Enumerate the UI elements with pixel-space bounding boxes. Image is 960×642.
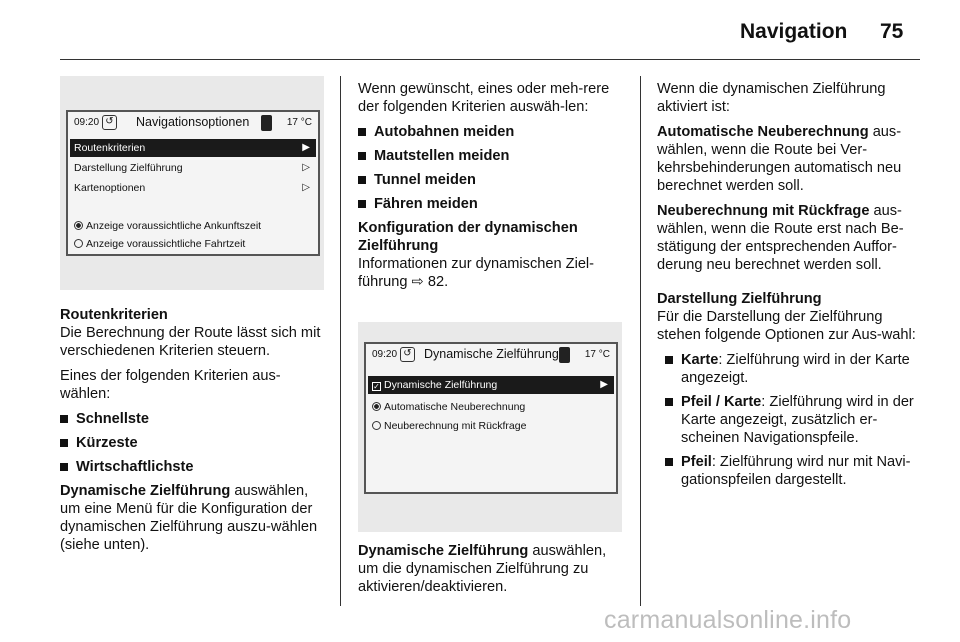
bold-term: Dynamische Zielführung bbox=[60, 483, 231, 499]
back-icon: ↺ bbox=[102, 115, 117, 130]
menu-item-darstellung[interactable] bbox=[70, 159, 316, 177]
screen-time: 09:20 bbox=[74, 117, 100, 128]
thermometer-icon bbox=[261, 115, 272, 131]
text-run: : Zielführung wird in der Karte angezeigt. bbox=[681, 352, 910, 386]
screen-display bbox=[364, 342, 618, 494]
paragraph: Eines der folgenden Kriterien aus-wählen: bbox=[60, 368, 281, 402]
bold-term: Dynamische Zielführung bbox=[358, 543, 529, 559]
checkbox-checked-icon: ✓ bbox=[373, 382, 380, 391]
radio-option-ankunftszeit[interactable] bbox=[74, 218, 261, 234]
menu-item-routenkriterien[interactable] bbox=[70, 139, 316, 157]
column-2-bottom bbox=[358, 542, 628, 603]
radio-checked-icon bbox=[74, 221, 83, 230]
back-icon: ↺ bbox=[400, 347, 415, 362]
screen-title: Dynamische Zielführung bbox=[424, 347, 559, 361]
bullet-item: Tunnel meiden bbox=[358, 171, 628, 189]
figure-navigationsoptionen bbox=[60, 76, 324, 290]
radio-option-fahrtzeit[interactable] bbox=[74, 236, 245, 252]
text-run: aus-wählen, wenn die Route bei Ver-kehrsbehinderungen automatisch neu berechnet werden soll. bbox=[657, 124, 902, 194]
page-number: 75 bbox=[880, 20, 904, 43]
screen-status-bar bbox=[366, 344, 616, 366]
thermometer-icon bbox=[559, 347, 570, 363]
bold-term: Neuberechnung mit Rückfrage bbox=[657, 203, 870, 219]
bullet-item bbox=[657, 351, 923, 387]
bold-term: Karte bbox=[681, 352, 719, 368]
screen-temperature: 17 °C bbox=[286, 117, 312, 128]
bullet-item: Wirtschaftlichste bbox=[60, 458, 330, 476]
radio-option-automatische[interactable] bbox=[372, 399, 525, 415]
bullet-item bbox=[657, 453, 923, 489]
checkbox-label: Dynamische Zielführung bbox=[384, 379, 498, 391]
text-run: : Zielführung wird nur mit Navi-gationspfeilen dargestellt. bbox=[681, 454, 911, 488]
screen-display bbox=[66, 110, 320, 256]
paragraph bbox=[60, 482, 330, 554]
bullet-item: Autobahnen meiden bbox=[358, 123, 628, 141]
page-header-title: Navigation bbox=[740, 20, 848, 43]
chevron-right-icon: ▷ bbox=[302, 182, 310, 193]
radio-unchecked-icon bbox=[372, 421, 381, 430]
column-divider-2 bbox=[640, 76, 641, 606]
menu-item-label: Routenkriterien bbox=[74, 142, 146, 154]
column-1 bbox=[60, 306, 330, 561]
radio-label: Anzeige voraussichtliche Fahrtzeit bbox=[86, 238, 246, 250]
bullet-item: Kürzeste bbox=[60, 434, 330, 452]
text-run: : Zielführung wird in der Karte angezeigt, zusätzlich er-scheinen Navigationspfeile. bbox=[681, 394, 914, 446]
bullet-item: Mautstellen meiden bbox=[358, 147, 628, 165]
checkbox-dynamische-zielfuehrung[interactable] bbox=[368, 376, 614, 394]
section-heading: Darstellung Zielführung bbox=[657, 291, 822, 307]
footer-watermark: carmanualsonline.info bbox=[604, 606, 852, 634]
screen-status-bar bbox=[68, 112, 318, 134]
radio-label: Neuberechnung mit Rückfrage bbox=[384, 420, 527, 432]
text-run: auswählen, um eine Menü für die Konfiguration der dynamischen Zielführung auszu-wählen (siehe unten). bbox=[60, 483, 318, 553]
column-3 bbox=[657, 80, 923, 495]
section-heading: Routenkriterien bbox=[60, 307, 168, 323]
chevron-right-icon: ▶ bbox=[600, 379, 608, 390]
paragraph bbox=[657, 202, 923, 274]
text-run: auswählen, um die dynamischen Zielführung zu aktivieren/deaktivieren. bbox=[358, 543, 607, 595]
paragraph: Informationen zur dynamischen Ziel-führung ⇨ 82. bbox=[358, 256, 595, 290]
header-rule bbox=[60, 59, 920, 60]
radio-option-rueckfrage[interactable] bbox=[372, 418, 526, 434]
paragraph bbox=[358, 542, 628, 596]
paragraph: Wenn gewünscht, eines oder meh-rere der folgenden Kriterien auswäh-len: bbox=[358, 81, 610, 115]
figure-dynamische-zielfuehrung bbox=[358, 322, 622, 532]
paragraph: Für die Darstellung der Zielführung stehen folgende Optionen zur Aus-wahl: bbox=[657, 309, 916, 343]
bold-term: Automatische Neuberechnung bbox=[657, 124, 869, 140]
bullet-item: Fähren meiden bbox=[358, 195, 628, 213]
screen-time: 09:20 bbox=[372, 349, 398, 360]
radio-checked-icon bbox=[372, 402, 381, 411]
column-2 bbox=[358, 80, 628, 298]
bold-term: Pfeil / Karte bbox=[681, 394, 762, 410]
menu-item-kartenoptionen[interactable] bbox=[70, 179, 316, 197]
text-run: aus-wählen, wenn die Route erst nach Be-stätigung der entsprechenden Auffor-derung neu berechnet werden soll. bbox=[657, 203, 904, 273]
chevron-right-icon: ▶ bbox=[302, 142, 310, 153]
paragraph bbox=[657, 123, 923, 195]
menu-item-label: Kartenoptionen bbox=[74, 182, 146, 194]
column-divider-1 bbox=[340, 76, 341, 606]
bullet-item bbox=[657, 393, 923, 447]
paragraph: Wenn die dynamischen Zielführung aktiviert ist: bbox=[657, 81, 886, 115]
radio-unchecked-icon bbox=[74, 239, 83, 248]
bold-term: Pfeil bbox=[681, 454, 712, 470]
radio-label: Anzeige voraussichtliche Ankunftszeit bbox=[86, 220, 262, 232]
menu-item-label: Darstellung Zielführung bbox=[74, 162, 183, 174]
bullet-item: Schnellste bbox=[60, 410, 330, 428]
paragraph: Die Berechnung der Route lässt sich mit verschiedenen Kriterien steuern. bbox=[60, 325, 321, 359]
radio-label: Automatische Neuberechnung bbox=[384, 401, 526, 413]
chevron-right-icon: ▷ bbox=[302, 162, 310, 173]
screen-title: Navigationsoptionen bbox=[136, 115, 250, 129]
screen-temperature: 17 °C bbox=[584, 349, 610, 360]
section-heading: Konfiguration der dynamischen Zielführung bbox=[358, 220, 578, 254]
